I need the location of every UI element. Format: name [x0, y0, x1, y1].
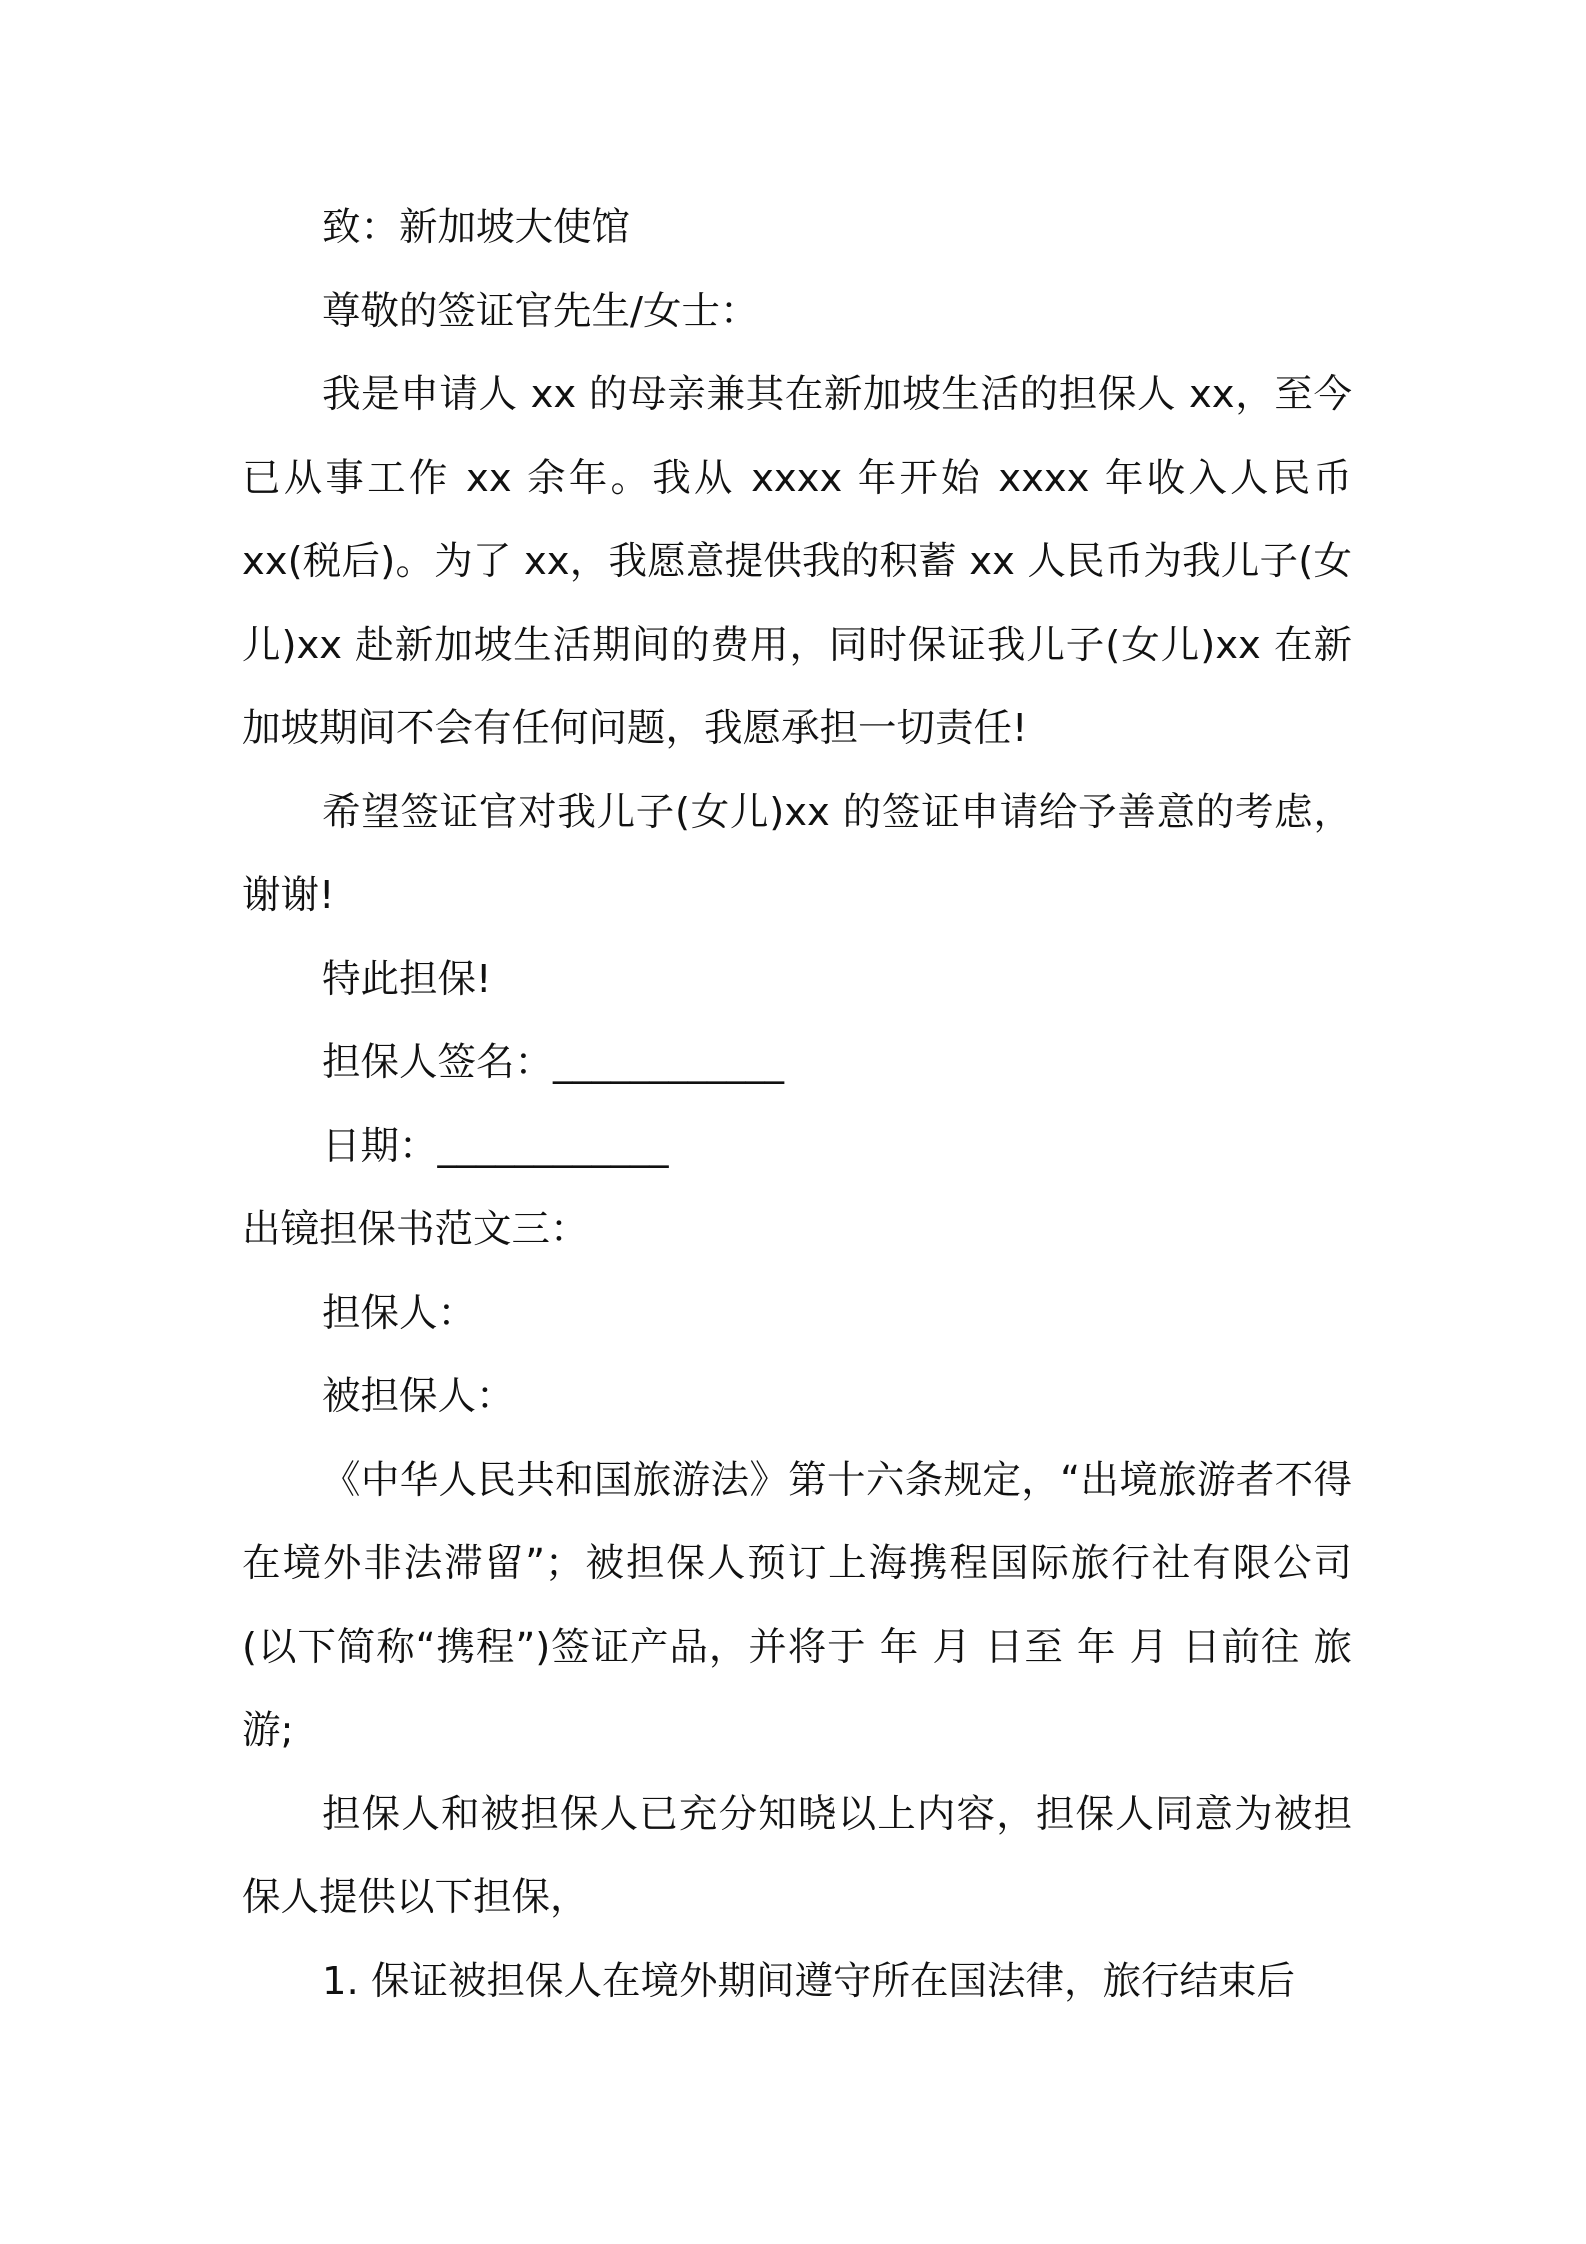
- signature-line: 担保人签名：____________: [322, 1040, 785, 1085]
- salutation-recipient: 致：新加坡大使馆: [322, 205, 631, 250]
- date-line: 日期：____________: [322, 1123, 669, 1169]
- closing-statement: 特此担保!: [322, 956, 492, 1002]
- body-paragraph-request: 希望签证官对我儿子(女儿)xx 的签证申请给予善意的考虑，谢谢!: [242, 789, 1352, 918]
- body-paragraph-guarantee: 我是申请人 xx 的母亲兼其在新加坡生活的担保人 xx，至今已从事工作 xx 余年。我从 xxxx 年开始 xxxx 年收入人民币 xx(税后)。为了 xx，我愿意提供我的积蓄 xx 人民币为我儿子(女儿)xx 赴新加坡生活期间的费用，同时保证我儿子(女儿)xx 在新加坡期间不会有任何问题，我愿承担一切责任!: [242, 372, 1352, 751]
- list-item-1: 1. 保证被担保人在境外期间遵守所在国法律，旅行结束后: [322, 1958, 1295, 2004]
- guaranteed-person-field: 被担保人：: [322, 1374, 515, 1419]
- body-paragraph-law: 《中华人民共和国旅游法》第十六条规定，“出境旅游者不得在境外非法滞留”；被担保人预订上海携程国际旅行社有限公司(以下简称“携程”)签证产品，并将于 年 月 日至 年 月 日前往 旅游;: [242, 1457, 1352, 1753]
- body-paragraph-consent: 担保人和被担保人已充分知晓以上内容，担保人同意为被担保人提供以下担保，: [242, 1791, 1352, 1920]
- guarantor-field: 担保人：: [322, 1290, 477, 1336]
- section-heading: 出镜担保书范文三：: [242, 1207, 589, 1252]
- salutation-greeting: 尊敬的签证官先生/女士：: [322, 288, 759, 334]
- document-body: [242, 186, 1352, 2023]
